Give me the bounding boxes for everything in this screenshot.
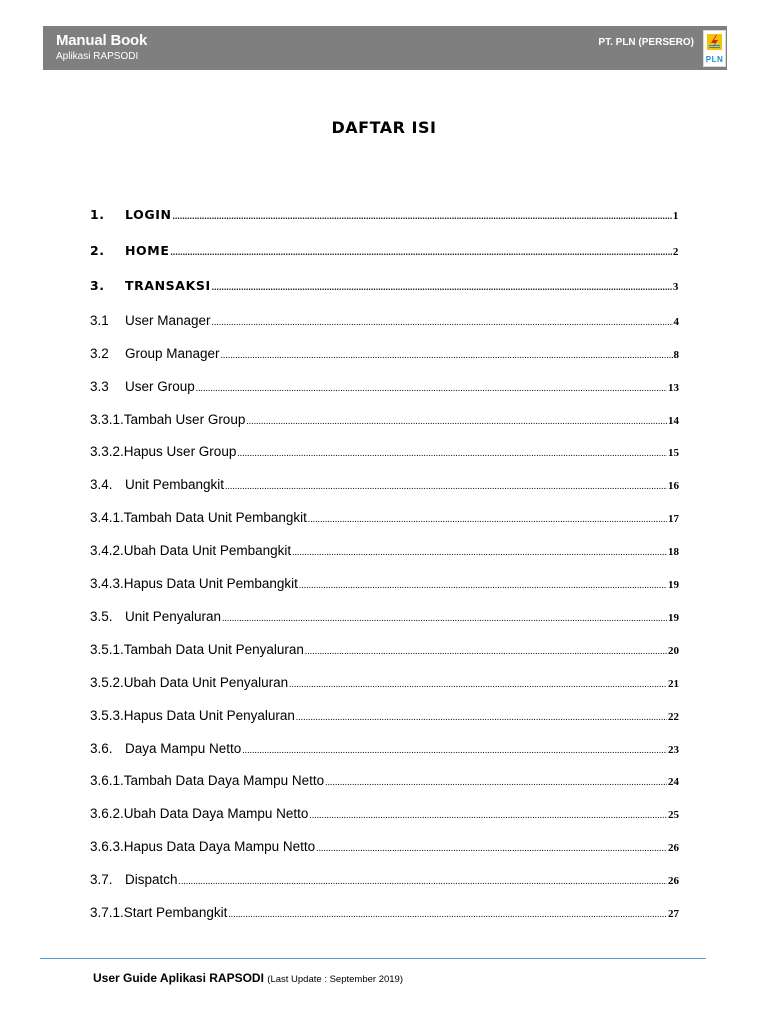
page-footer	[93, 971, 403, 985]
toc-leader-dots	[316, 843, 667, 853]
toc-entry-label: Start Pembangkit	[123, 905, 228, 920]
page-header	[43, 26, 727, 70]
toc-entry[interactable]	[90, 412, 679, 427]
toc-entry-number: 3.6.2.	[90, 806, 124, 821]
toc-entry[interactable]	[90, 806, 679, 821]
toc-entry[interactable]	[90, 773, 679, 788]
toc-entry-page: 4	[673, 316, 679, 328]
toc-leader-dots	[225, 481, 667, 491]
toc-entry-number: 3.1	[90, 313, 109, 328]
toc-entry-number: 3.4.2.	[90, 543, 124, 558]
toc-entry-label: TRANSAKSI	[125, 278, 211, 293]
toc-entry-page: 15	[668, 447, 679, 459]
footer-title: User Guide Aplikasi RAPSODI	[93, 971, 264, 985]
toc-leader-dots	[305, 646, 667, 656]
toc-entry-number: 3.7.	[90, 872, 113, 887]
toc-entry-page: 2	[672, 246, 679, 258]
toc-entry-number: 3.4.3.	[90, 576, 124, 591]
toc-entry[interactable]	[90, 278, 679, 293]
toc-entry-label: HOME	[125, 243, 170, 258]
pln-logo	[703, 30, 726, 67]
toc-entry[interactable]	[90, 346, 679, 361]
toc-entry-page: 23	[668, 744, 679, 756]
toc-entry-label: Unit Pembangkit	[125, 477, 225, 492]
toc-leader-dots	[228, 909, 667, 919]
toc-entry-label: Hapus Data Unit Penyaluran	[123, 708, 295, 723]
toc-entry-number: 3.6.3.	[90, 839, 124, 854]
toc-entry-number: 1.	[90, 207, 105, 222]
toc-entry-number: 3.5.	[90, 609, 113, 624]
toc-entry-number: 3.6.	[90, 741, 113, 756]
toc-leader-dots	[196, 383, 667, 393]
toc-entry-label: Hapus Data Daya Mampu Netto	[123, 839, 316, 854]
toc-title: DAFTAR ISI	[331, 118, 437, 137]
toc-entry-label: User Group	[125, 379, 195, 394]
toc-entry-number: 3.4.	[90, 477, 113, 492]
toc-entry-number: 3.7.1.	[90, 905, 124, 920]
toc-entry-number: 3.3.1.	[90, 412, 124, 427]
toc-leader-dots	[292, 547, 667, 557]
toc-entry-label: Hapus User Group	[123, 444, 237, 459]
logo-text: PLN	[705, 55, 724, 64]
toc-leader-dots	[170, 247, 671, 257]
toc-entry-label: Group Manager	[125, 346, 220, 361]
toc-entry-label: Ubah Data Unit Pembangkit	[123, 543, 292, 558]
header-company: PT. PLN (PERSERO)	[598, 37, 694, 48]
toc-entry-page: 20	[668, 645, 679, 657]
toc-entry-number: 3.	[90, 278, 105, 293]
toc-entry-page: 18	[668, 546, 679, 558]
toc-entry-number: 3.5.2.	[90, 675, 124, 690]
toc-entry-number: 3.3	[90, 379, 109, 394]
toc-entry-page: 14	[668, 415, 679, 427]
footer-update: (Last Update : September 2019)	[267, 974, 403, 985]
toc-leader-dots	[242, 745, 667, 755]
footer-divider	[40, 958, 706, 959]
toc-leader-dots	[212, 282, 672, 292]
toc-entry-page: 13	[668, 382, 679, 394]
toc-entry[interactable]	[90, 207, 679, 222]
toc-leader-dots	[299, 580, 667, 590]
toc-entry[interactable]	[90, 543, 679, 558]
toc-entry-page: 25	[668, 809, 679, 821]
toc-entry[interactable]	[90, 379, 679, 394]
toc-entry[interactable]	[90, 510, 679, 525]
toc-entry[interactable]	[90, 609, 679, 624]
toc-entry-number: 3.5.3.	[90, 708, 124, 723]
toc-entry-page: 8	[673, 349, 679, 361]
toc-entry-label: Ubah Data Daya Mampu Netto	[123, 806, 309, 821]
toc-entry[interactable]	[90, 477, 679, 492]
toc-leader-dots	[179, 876, 667, 886]
toc-entry-page: 26	[668, 842, 679, 854]
toc-entry[interactable]	[90, 576, 679, 591]
toc-entry[interactable]	[90, 839, 679, 854]
toc-entry-page: 19	[668, 579, 679, 591]
toc-entry-page: 27	[668, 908, 679, 920]
toc-entry-page: 21	[668, 678, 679, 690]
toc-entry-page: 26	[668, 875, 679, 887]
toc-entry-number: 2.	[90, 243, 105, 258]
toc-entry-label: Tambah Data Daya Mampu Netto	[123, 773, 325, 788]
toc-entry-label: Daya Mampu Netto	[125, 741, 242, 756]
toc-entry[interactable]	[90, 313, 679, 328]
toc-entry[interactable]	[90, 708, 679, 723]
lightning-icon	[707, 34, 722, 50]
toc-entry[interactable]	[90, 905, 679, 920]
toc-entry[interactable]	[90, 243, 679, 258]
toc-entry-page: 16	[668, 480, 679, 492]
toc-leader-dots	[325, 777, 667, 787]
toc-leader-dots	[308, 514, 667, 524]
toc-leader-dots	[246, 416, 667, 426]
toc-entry-label: Tambah Data Unit Pembangkit	[123, 510, 307, 525]
toc-entry-page: 3	[672, 281, 679, 293]
toc-leader-dots	[289, 679, 667, 689]
toc-entry-label: User Manager	[125, 313, 211, 328]
toc-entry-label: Unit Penyaluran	[125, 609, 222, 624]
toc-leader-dots	[296, 712, 667, 722]
toc-entry-label: LOGIN	[125, 207, 172, 222]
toc-entry-page: 19	[668, 612, 679, 624]
header-subtitle: Aplikasi RAPSODI	[56, 51, 139, 62]
toc-entry-page: 24	[668, 776, 679, 788]
toc-entry-number: 3.6.1.	[90, 773, 124, 788]
toc-leader-dots	[309, 810, 667, 820]
toc-entry-page: 17	[668, 513, 679, 525]
toc-entry-number: 3.4.1.	[90, 510, 124, 525]
toc-leader-dots	[237, 448, 667, 458]
toc-leader-dots	[221, 350, 673, 360]
header-title: Manual Book	[56, 32, 148, 49]
toc-entry-label: Tambah User Group	[123, 412, 246, 427]
toc-entry[interactable]	[90, 741, 679, 756]
toc-entry-label: Dispatch	[125, 872, 178, 887]
toc-entry-number: 3.2	[90, 346, 109, 361]
toc-entry[interactable]	[90, 675, 679, 690]
toc-entry-number: 3.5.1.	[90, 642, 124, 657]
toc-entry-label: Hapus Data Unit Pembangkit	[123, 576, 298, 591]
toc-entry-label: Ubah Data Unit Penyaluran	[123, 675, 289, 690]
toc-entry-label: Tambah Data Unit Penyaluran	[123, 642, 304, 657]
toc-entry[interactable]	[90, 444, 679, 459]
toc-entry-page: 1	[672, 210, 679, 222]
toc-leader-dots	[173, 211, 672, 221]
toc-entry[interactable]	[90, 872, 679, 887]
toc-entry-number: 3.3.2.	[90, 444, 124, 459]
toc-leader-dots	[212, 317, 673, 327]
toc-leader-dots	[222, 613, 667, 623]
toc-entry[interactable]	[90, 642, 679, 657]
toc-entry-page: 22	[668, 711, 679, 723]
